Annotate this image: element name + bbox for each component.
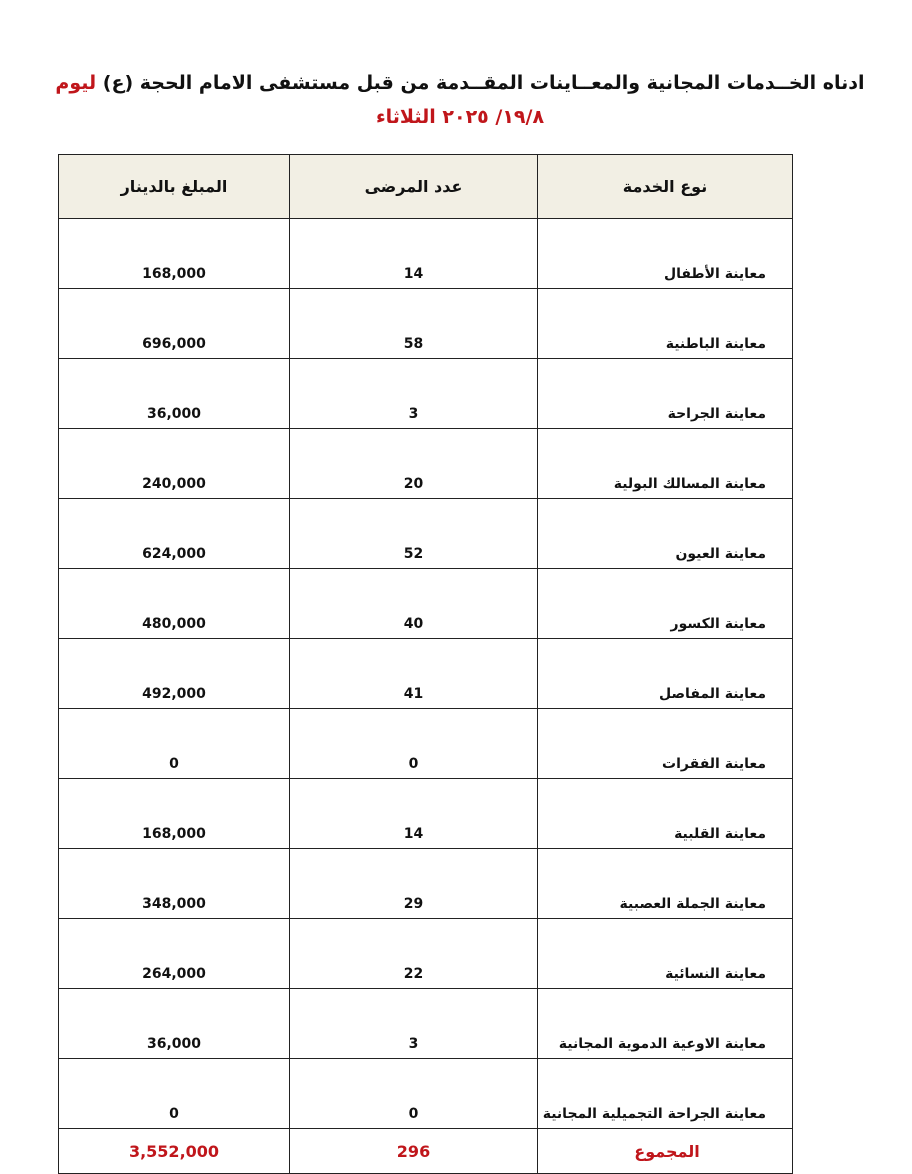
title-date-line: ١٩/٨/ ٢٠٢٥ الثلاثاء [375, 106, 545, 128]
service-name: معاينة الكسور [538, 569, 793, 639]
title-main-text: ادناه الخــدمات المجانية والمعــاينات المقــدمة من قبل مستشفى الامام الحجة (ع) [102, 72, 865, 94]
table-row [59, 219, 793, 289]
patient-count: 40 [290, 569, 538, 639]
amount-value: 240,000 [59, 429, 290, 499]
amount-value: 0 [59, 1059, 290, 1129]
patient-count: 29 [290, 849, 538, 919]
patient-count: 3 [290, 989, 538, 1059]
service-name: معاينة العيون [538, 499, 793, 569]
document-title [40, 66, 880, 134]
patient-count: 58 [290, 289, 538, 359]
amount-value: 264,000 [59, 919, 290, 989]
service-name: معاينة الباطنية [538, 289, 793, 359]
amount-value: 624,000 [59, 499, 290, 569]
total-row [59, 1129, 793, 1174]
table-row [59, 359, 793, 429]
table-row [59, 919, 793, 989]
table-row [59, 779, 793, 849]
header-service-type: نوع الخدمة [538, 155, 793, 219]
amount-value: 348,000 [59, 849, 290, 919]
service-name: معاينة الجراحة [538, 359, 793, 429]
table-row [59, 499, 793, 569]
patient-count: 14 [290, 779, 538, 849]
header-patient-count: عدد المرضى [290, 155, 538, 219]
table-row [59, 709, 793, 779]
service-name: معاينة المفاصل [538, 639, 793, 709]
header-amount-dinar: المبلغ بالدينار [59, 155, 290, 219]
table-header-row [59, 155, 793, 219]
amount-value: 36,000 [59, 359, 290, 429]
services-table [58, 154, 793, 1174]
service-name: معاينة الاوعية الدموية المجانية [538, 989, 793, 1059]
title-day-word: ليوم [55, 72, 97, 94]
patient-count: 41 [290, 639, 538, 709]
patient-count: 0 [290, 709, 538, 779]
amount-value: 168,000 [59, 219, 290, 289]
patient-count: 3 [290, 359, 538, 429]
table-row [59, 849, 793, 919]
patient-count: 14 [290, 219, 538, 289]
patient-count: 20 [290, 429, 538, 499]
patient-count: 0 [290, 1059, 538, 1129]
patient-count: 52 [290, 499, 538, 569]
service-name: معاينة المسالك البولية [538, 429, 793, 499]
service-name: معاينة النسائية [538, 919, 793, 989]
service-name: معاينة الجراحة التجميلية المجانية [538, 1059, 793, 1129]
table-row [59, 639, 793, 709]
table-row [59, 289, 793, 359]
service-name: معاينة القلبية [538, 779, 793, 849]
service-name: معاينة الجملة العصبية [538, 849, 793, 919]
title-line-1 [40, 66, 880, 100]
service-name: معاينة الأطفال [538, 219, 793, 289]
total-label: المجموع [538, 1129, 793, 1174]
amount-value: 480,000 [59, 569, 290, 639]
amount-value: 168,000 [59, 779, 290, 849]
total-amount: 3,552,000 [59, 1129, 290, 1174]
table-row [59, 989, 793, 1059]
amount-value: 696,000 [59, 289, 290, 359]
amount-value: 492,000 [59, 639, 290, 709]
table-row [59, 1059, 793, 1129]
service-name: معاينة الفقرات [538, 709, 793, 779]
patient-count: 22 [290, 919, 538, 989]
table-row [59, 569, 793, 639]
table-row [59, 429, 793, 499]
amount-value: 36,000 [59, 989, 290, 1059]
total-patients: 296 [290, 1129, 538, 1174]
amount-value: 0 [59, 709, 290, 779]
